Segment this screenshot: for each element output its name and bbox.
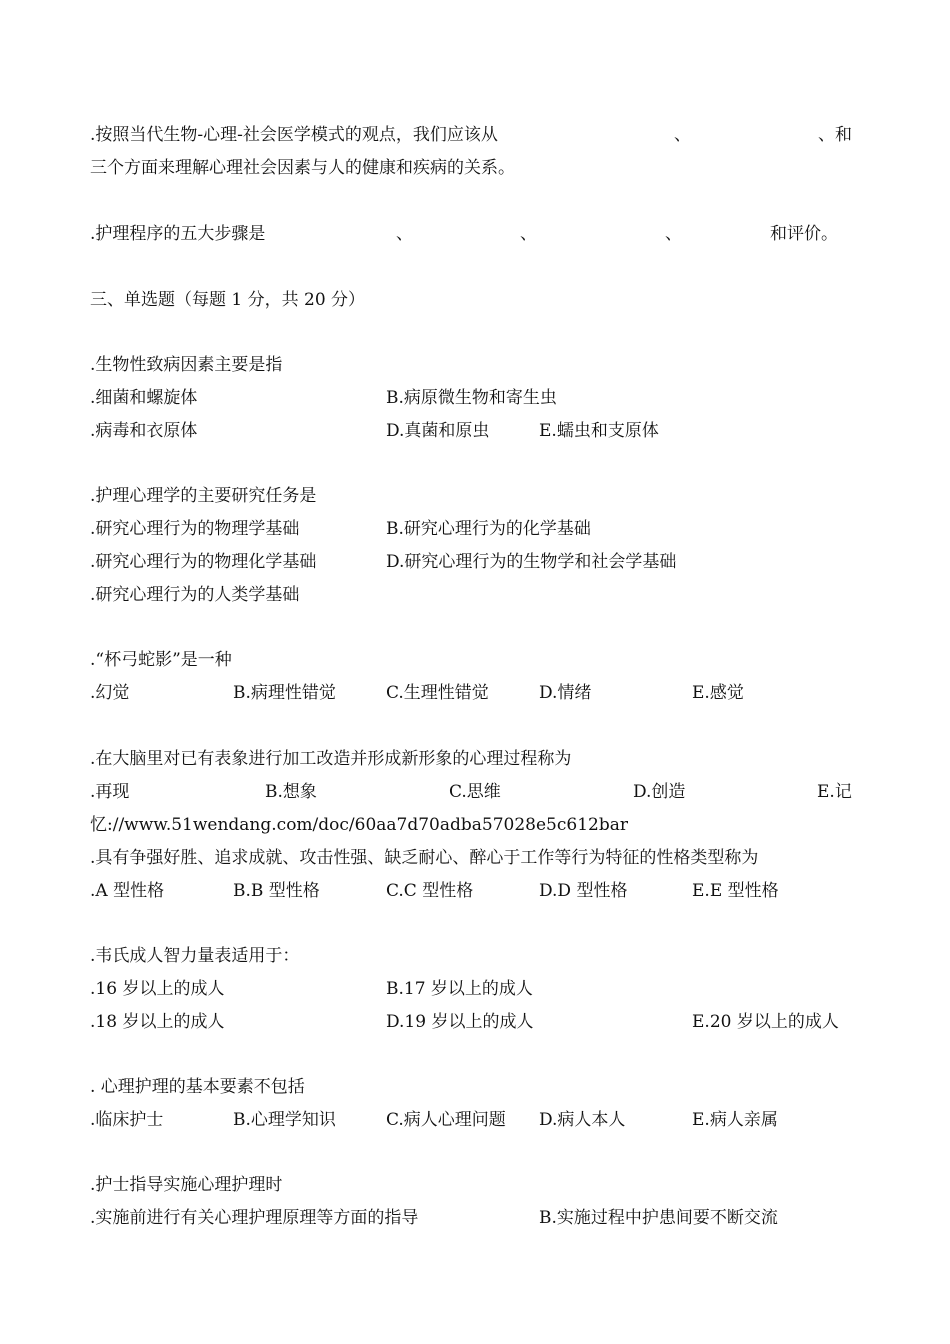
fill-q1-separator: 、和 <box>818 125 852 145</box>
option-d: D.创造 <box>633 782 686 802</box>
option-d: D.情绪 <box>539 683 592 703</box>
option-a: .细菌和螺旋体 <box>90 388 198 408</box>
fill-q2-end: 和评价。 <box>770 224 838 244</box>
option-e-wrap: 忆://www.51wendang.com/doc/60aa7d70adba57028e5c612bar <box>90 815 628 835</box>
option-b: B.想象 <box>265 782 317 802</box>
fill-q1-separator: 、 <box>674 125 691 145</box>
question-stem: .在大脑里对已有表象进行加工改造并形成新形象的心理过程称为 <box>90 749 572 769</box>
option-a: .研究心理行为的物理学基础 <box>90 519 300 539</box>
option-a: .A 型性格 <box>90 881 165 901</box>
fill-q1-line2: 三个方面来理解心理社会因素与人的健康和疾病的关系。 <box>90 158 515 178</box>
option-e: E.E 型性格 <box>692 881 779 901</box>
option-e: E.病人亲属 <box>692 1110 778 1130</box>
option-b: B.17 岁以上的成人 <box>386 979 533 999</box>
option-c: C.思维 <box>449 782 501 802</box>
option-a: .实施前进行有关心理护理原理等方面的指导 <box>90 1208 419 1228</box>
option-a: .幻觉 <box>90 683 130 703</box>
option-e: E.20 岁以上的成人 <box>692 1012 839 1032</box>
question-stem: . 心理护理的基本要素不包括 <box>90 1077 305 1097</box>
option-b: B.研究心理行为的化学基础 <box>386 519 591 539</box>
option-c: C.生理性错觉 <box>386 683 489 703</box>
option-b: B.心理学知识 <box>233 1110 336 1130</box>
question-stem: .护士指导实施心理护理时 <box>90 1175 283 1195</box>
option-c: C.C 型性格 <box>386 881 474 901</box>
option-e: E.感觉 <box>692 683 744 703</box>
option-b: B.病理性错觉 <box>233 683 336 703</box>
option-d: D.研究心理行为的生物学和社会学基础 <box>386 552 677 572</box>
fill-q1-text: .按照当代生物-心理-社会医学模式的观点，我们应该从 <box>90 125 498 145</box>
fill-q2-text: .护理程序的五大步骤是 <box>90 224 266 244</box>
option-c: .18 岁以上的成人 <box>90 1012 225 1032</box>
option-c: C.病人心理问题 <box>386 1110 506 1130</box>
fill-q2-separator: 、 <box>520 224 537 244</box>
option-e: .研究心理行为的人类学基础 <box>90 585 300 605</box>
option-b: B.病原微生物和寄生虫 <box>386 388 557 408</box>
question-stem: .韦氏成人智力量表适用于： <box>90 946 300 966</box>
option-d: D.D 型性格 <box>539 881 628 901</box>
option-c: .研究心理行为的物理化学基础 <box>90 552 317 572</box>
option-e: E.蠕虫和支原体 <box>539 421 659 441</box>
option-d: D.真菌和原虫 <box>386 421 490 441</box>
option-c: .病毒和衣原体 <box>90 421 198 441</box>
question-stem: .生物性致病因素主要是指 <box>90 355 283 375</box>
option-a: .再现 <box>90 782 130 802</box>
question-stem: .具有争强好胜、追求成就、攻击性强、缺乏耐心、醉心于工作等行为特征的性格类型称为 <box>90 848 759 868</box>
option-b: B.实施过程中护患间要不断交流 <box>539 1208 778 1228</box>
option-d: D.病人本人 <box>539 1110 626 1130</box>
option-e: E.记 <box>817 782 852 802</box>
option-a: .16 岁以上的成人 <box>90 979 225 999</box>
question-stem: .护理心理学的主要研究任务是 <box>90 486 317 506</box>
section-heading: 三、单选题（每题 1 分，共 20 分） <box>90 290 366 310</box>
option-b: B.B 型性格 <box>233 881 320 901</box>
option-a: .临床护士 <box>90 1110 164 1130</box>
question-stem: .“杯弓蛇影”是一种 <box>90 650 232 670</box>
option-d: D.19 岁以上的成人 <box>386 1012 534 1032</box>
fill-q2-separator: 、 <box>665 224 682 244</box>
fill-q2-separator: 、 <box>396 224 413 244</box>
